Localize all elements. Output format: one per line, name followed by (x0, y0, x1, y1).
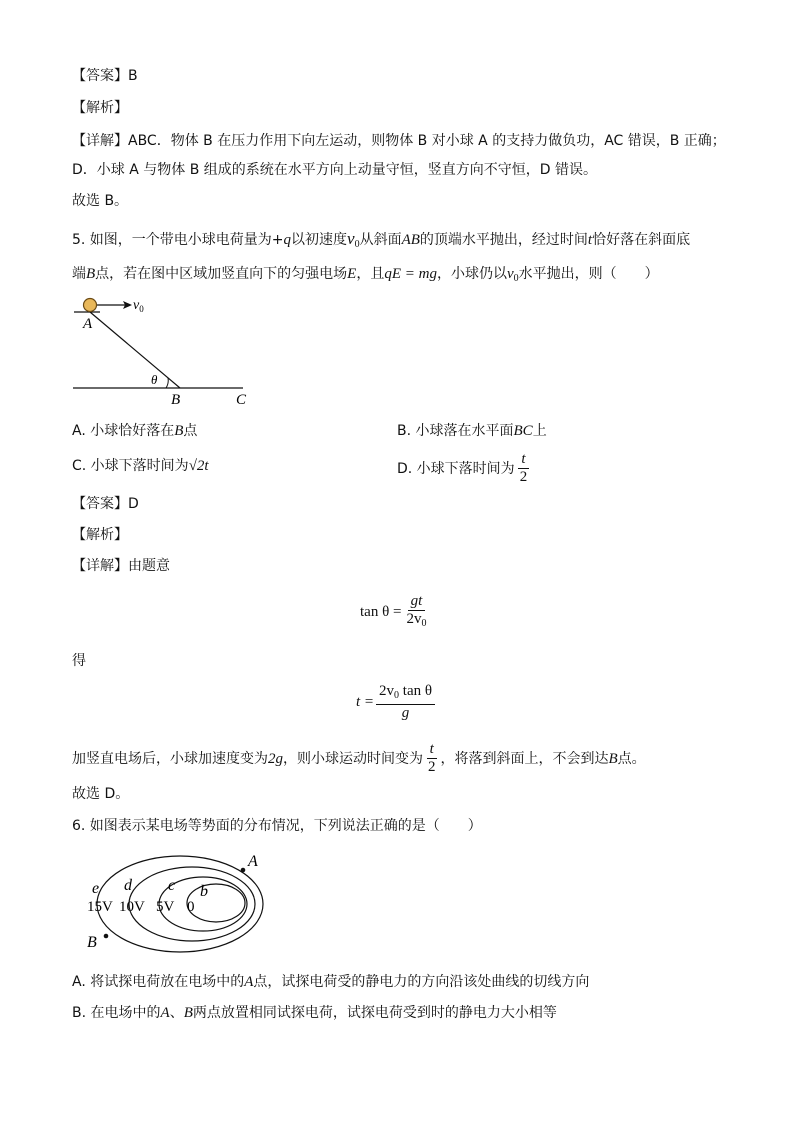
segment-bc-symbol: BC (513, 423, 533, 439)
option-text: 点，试探电荷受的静电力的方向沿该处曲线的切线方向 (253, 974, 590, 990)
velocity-symbol: v (506, 266, 514, 282)
stem-text: ，小球仍以 (436, 266, 507, 282)
option-text: A. 将试探电荷放在电场中的 (72, 974, 245, 990)
point-b-icon (104, 934, 109, 939)
answer-value: D (128, 496, 139, 512)
force-equation: qE = mg (384, 266, 437, 282)
label-0: 0 (187, 899, 195, 915)
option-text: 点 (183, 423, 198, 439)
formula-fraction (403, 593, 429, 632)
stem-text: 恰好落在斜面底 (592, 232, 691, 248)
num-subscript: 0 (394, 690, 400, 701)
q5-option-a[interactable] (72, 421, 197, 441)
label-15v: 15V (87, 899, 113, 915)
time-symbol: t (587, 232, 593, 248)
formula-tan-theta (360, 593, 431, 632)
velocity-symbol: v (347, 229, 355, 248)
label-e: e (92, 880, 100, 897)
point-b-symbol: B (174, 423, 184, 439)
fraction-numerator: gt (408, 593, 426, 611)
option-text: A. 小球恰好落在 (72, 423, 175, 439)
expl-text: ，则小球运动时间变为 (283, 750, 423, 767)
field-symbol: E (347, 266, 357, 282)
option-text: 两点放置相同试探电荷，试探电荷受到时的静电力大小相等 (192, 1005, 557, 1021)
formula-t (356, 683, 437, 722)
q5-explanation (72, 741, 646, 776)
point-b-symbol: B (608, 750, 618, 767)
label-c: C (236, 392, 247, 408)
q5-conclusion: 故选 D。 (72, 786, 130, 802)
fraction-t-over-2 (425, 741, 439, 776)
stem-text: 端 (72, 266, 86, 282)
velocity-subscript: 0 (354, 239, 360, 250)
point-a-symbol: A (160, 1005, 170, 1021)
incline-symbol: AB (401, 232, 420, 248)
label-b: b (200, 883, 208, 900)
fraction-numerator: t (427, 741, 437, 759)
stem-text: 从斜面 (359, 232, 402, 248)
charge-symbol: q (283, 232, 292, 248)
point-b-symbol: B (86, 266, 96, 282)
option-text: 上 (532, 423, 547, 439)
answer-tag: 【答案】 (72, 68, 128, 84)
answer-tag: 【答案】 (72, 496, 128, 512)
label-a: A (83, 316, 93, 332)
label-5v: 5V (156, 899, 175, 915)
option-text: 、 (169, 1005, 184, 1021)
q5-analysis-tag: 【解析】 (72, 527, 128, 543)
option-text: D. 小球下落时间为 (397, 460, 515, 477)
fraction-denominator: 2 (428, 759, 436, 775)
label-d: d (124, 877, 132, 894)
point-a-symbol: A (244, 974, 254, 990)
q5-option-b[interactable] (397, 421, 547, 441)
q5-detail-line (72, 556, 170, 576)
label-10v: 10V (119, 899, 145, 915)
stem-text: 的顶端水平抛出，经过时间 (419, 232, 588, 248)
q4-analysis-tag: 【解析】 (72, 100, 128, 116)
detail-text: ABC．物体 B 在压力作用下向左运动，则物体 B 对小球 A 的支持力做负功，AC 错误，B 正确； (128, 133, 726, 149)
label-theta: θ (151, 372, 158, 387)
label-b: B (171, 392, 181, 408)
ball-icon (84, 299, 97, 312)
q6-option-a[interactable] (72, 972, 589, 992)
incline-line (90, 312, 180, 388)
q5-answer-line (72, 494, 139, 514)
point-b-symbol: B (183, 1005, 193, 1021)
fraction-t-over-2 (517, 451, 531, 486)
fraction-denominator (403, 611, 429, 632)
sqrt-two-t: √2t (188, 458, 209, 474)
detail-text: 由题意 (128, 558, 170, 574)
stem-text: 点，若在图中区域加竖直向下的匀强电场 (95, 266, 348, 282)
formula-fraction (376, 683, 435, 722)
incline-figure (70, 294, 260, 409)
num-text: tan θ (399, 683, 433, 699)
num-text: 2v (379, 683, 395, 699)
stem-text: 水平抛出，则（ ） (518, 266, 659, 282)
label-v: $v_0$ (133, 298, 144, 314)
velocity-subscript: 0 (513, 273, 519, 284)
q6-option-b[interactable] (72, 1003, 557, 1023)
label-point-b: B (87, 934, 97, 951)
equipotential-figure (80, 848, 280, 958)
two-g: 2g (268, 750, 283, 767)
fraction-denominator: g (401, 705, 410, 721)
q4-answer-line (72, 66, 138, 86)
formula-lhs: t = (356, 694, 375, 710)
label-c: c (168, 877, 176, 894)
q5-stem-line2 (72, 264, 659, 289)
fraction-numerator (376, 683, 435, 705)
fraction-numerator: t (518, 451, 528, 469)
q5-stem-line1 (72, 229, 690, 255)
detail-tag: 【详解】 (72, 133, 128, 149)
option-text: B. 在电场中的 (72, 1005, 161, 1021)
q4-detail-line2: D．小球 A 与物体 B 组成的系统在水平方向上动量守恒，竖直方向不守恒，D 错误。 (72, 162, 597, 178)
stem-text: 以初速度 (291, 232, 348, 248)
detail-tag: 【详解】 (72, 558, 128, 574)
formula-lhs: tan θ = (360, 604, 402, 620)
answer-value: B (128, 68, 138, 84)
option-text: B. 小球落在水平面 (397, 423, 514, 439)
q5-option-d[interactable] (397, 451, 532, 486)
point-a-icon (241, 868, 246, 873)
expl-text: 加竖直电场后，小球加速度变为 (72, 750, 268, 767)
q4-detail-line1 (72, 131, 726, 151)
q5-option-c[interactable] (72, 456, 209, 476)
q4-conclusion: 故选 B。 (72, 193, 129, 209)
fraction-denominator: 2 (519, 469, 528, 485)
expl-text: 点。 (617, 750, 646, 767)
angle-arc (166, 378, 168, 388)
option-text: C. 小球下落时间为 (72, 458, 189, 474)
stem-text: ，且 (356, 266, 385, 282)
stem-text: 5. 如图，一个带电小球电荷量为+ (72, 232, 284, 248)
q6-stem: 6. 如图表示某电场等势面的分布情况，下列说法正确的是（ ） (72, 818, 482, 834)
expl-text: ，将落到斜面上，不会到达 (440, 750, 609, 767)
q5-de: 得 (72, 653, 86, 669)
label-point-a: A (248, 853, 258, 870)
den-subscript: 0 (421, 618, 427, 629)
surface-b (187, 884, 245, 922)
den-text: 2v (406, 611, 422, 627)
